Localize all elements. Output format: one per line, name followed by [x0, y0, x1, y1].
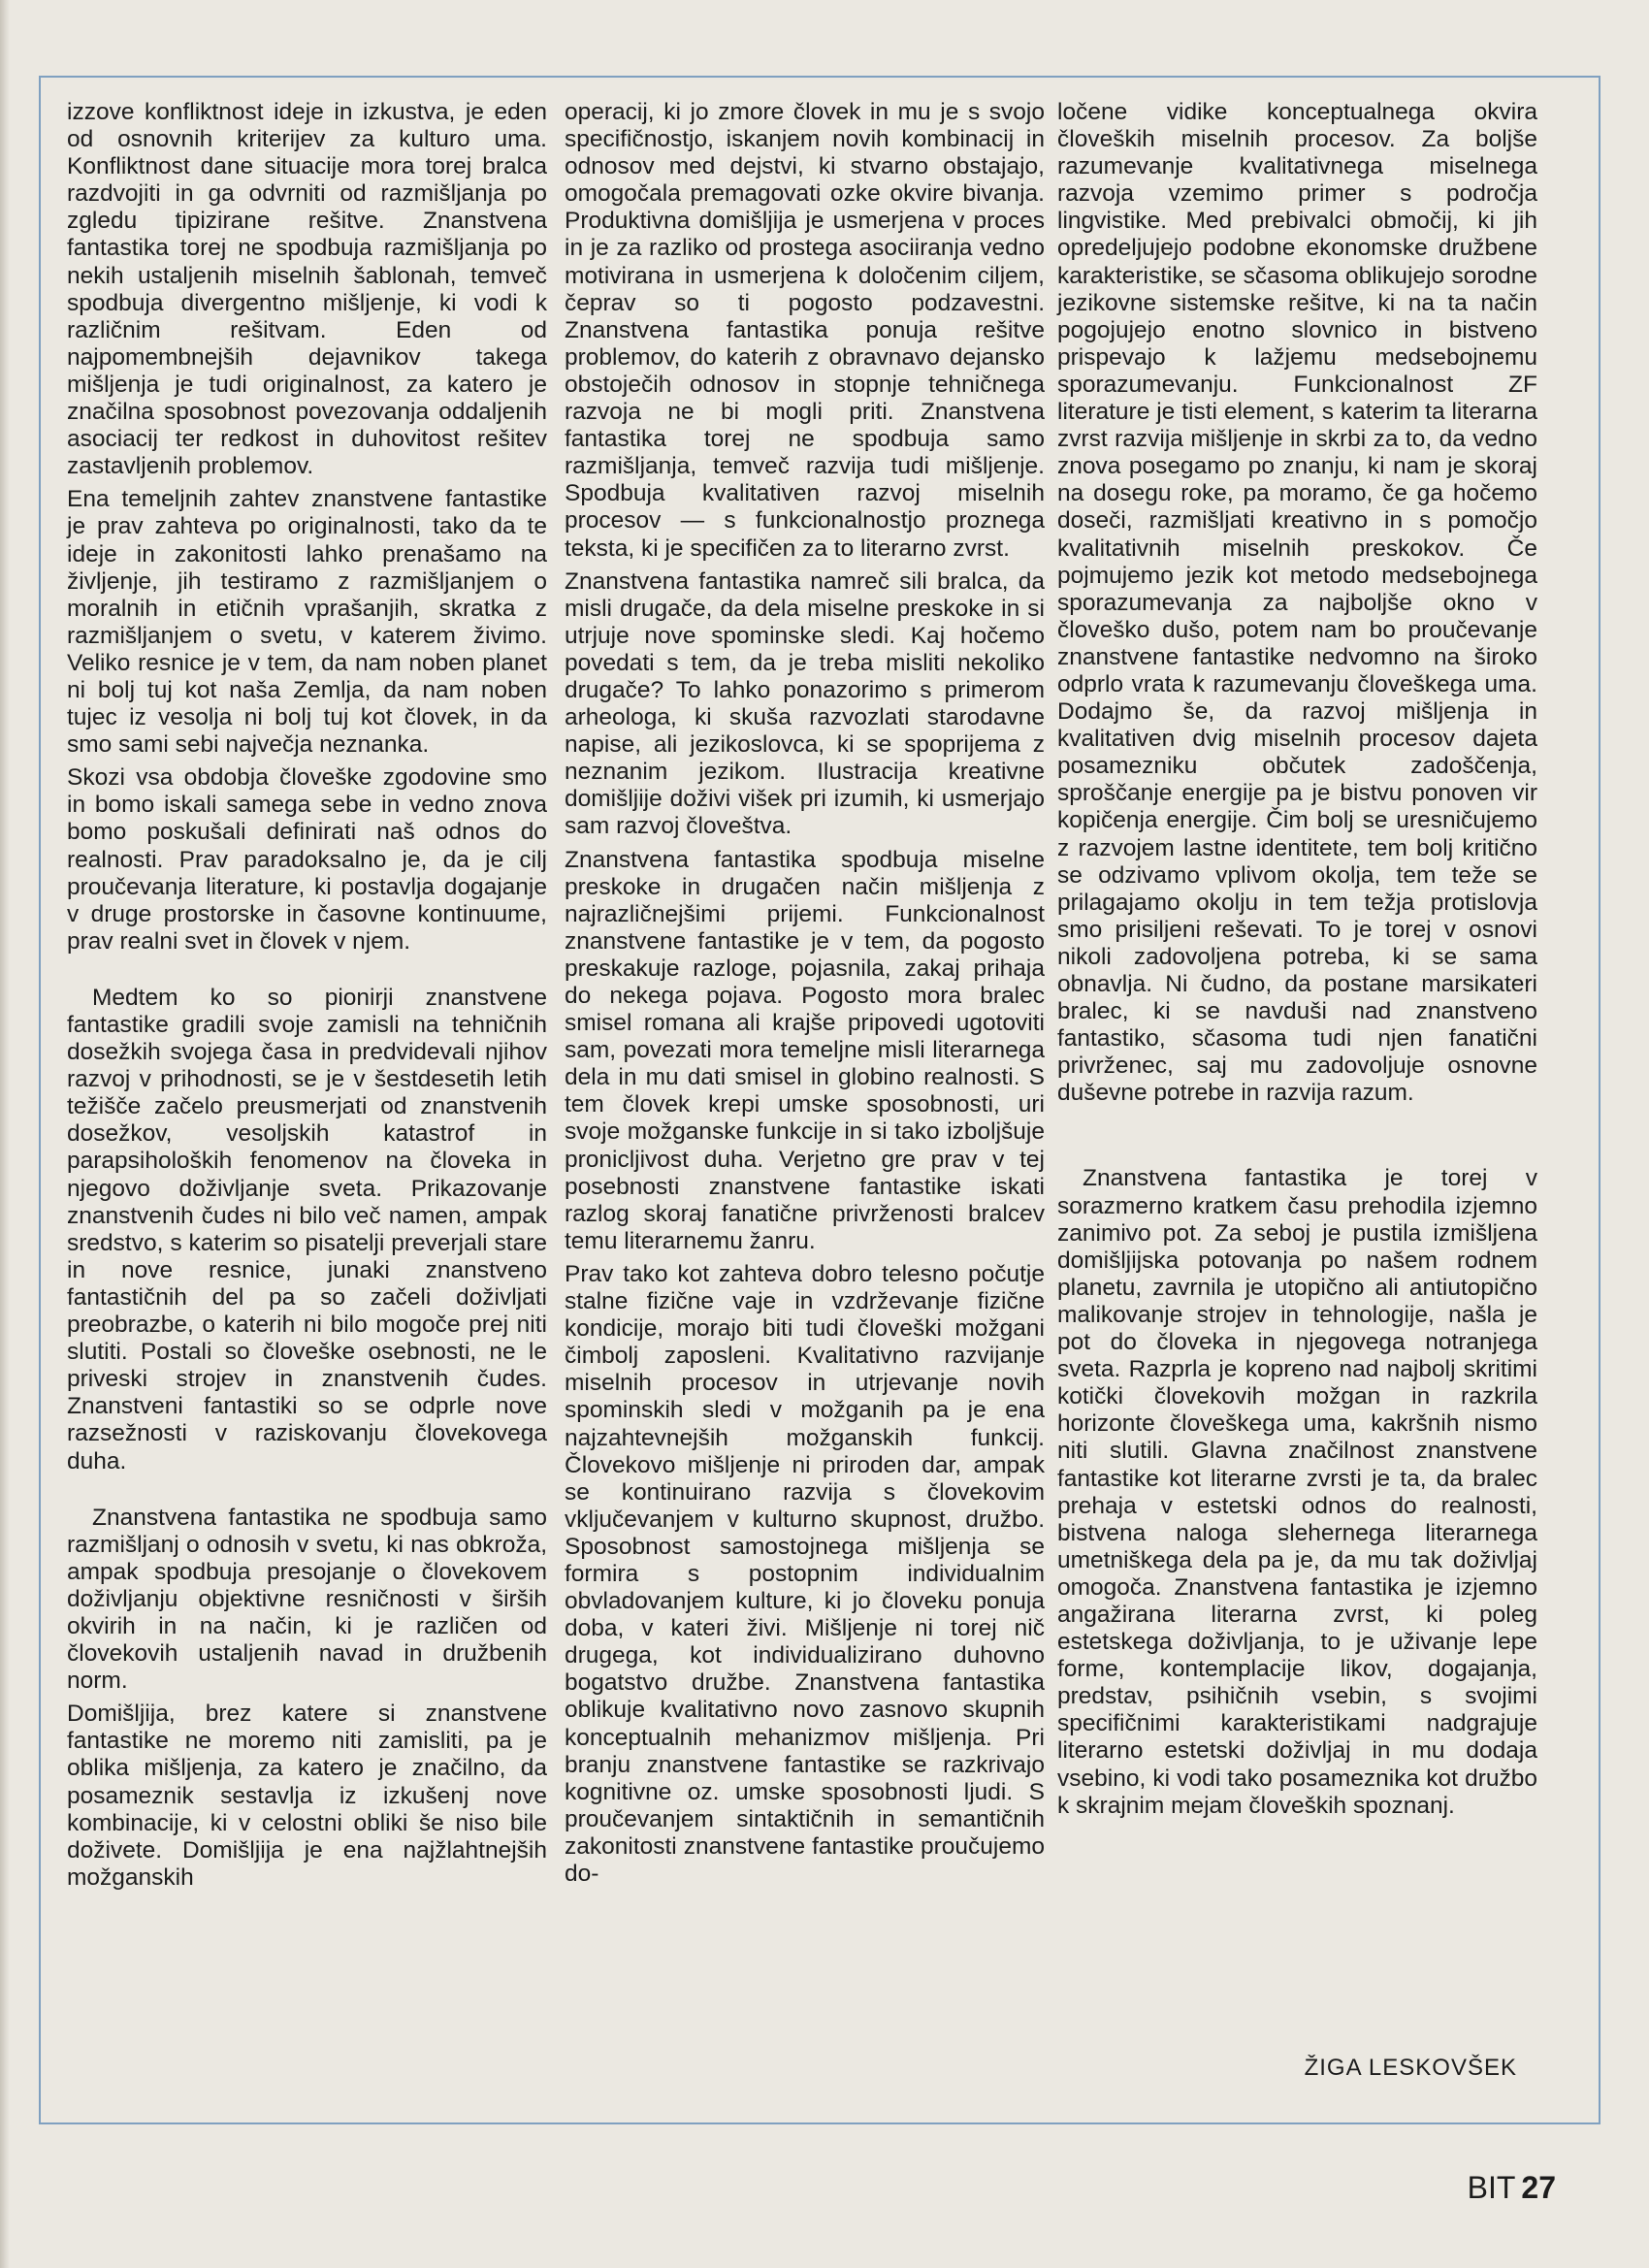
- author-signature: ŽIGA LESKOVŠEK: [1304, 2055, 1517, 2081]
- paragraph: Ena temeljnih zahtev znanstvene fantastike je prav zahteva po originalnosti, tako da te ideje in zakonitosti lahko prenašamo na življenje, jih testiramo z razmišljanjem o moralnih in etičnih vprašanjih, skratka z razmišljanjem o svetu, v katerem živimo. Veliko resnice je v tem, da nam noben planet ni bolj tuj kot naša Zemlja, da nam noben tujec iz vesolja ni bolj tuj kot človek, in da smo sami sebi največja neznanka.: [67, 486, 547, 759]
- page-number: 27: [1521, 2170, 1556, 2205]
- paragraph: Skozi vsa obdobja človeške zgodovine smo in bomo iskali samega sebe in vedno znova bomo poskušali definirati naš odnos do realnosti. Prav paradoksalno je, da je cilj proučevanja literature, ki postavlja dogajanje v druge prostorske in časovne kontinuume, prav realni svet in človek v njem.: [67, 764, 547, 955]
- paragraph: Prav tako kot zahteva dobro telesno počutje stalne fizične vaje in vzdrževanje fizične kondicije, morajo biti tudi človeški možgani čimbolj zaposleni. Kvalitativno razvijanje miselnih procesov in utrjevanje novih spominskih sledi v možganih pa je ena najzahtevnejših možganskih funkcij. Človekovo mišljenje ni priroden dar, ampak se kontinuirano razvija s človekovim vključevanjem v kulturno skupnost, družbo. Sposobnost samostojnega mišljenja se formira s postopnim individualnim obvladovanjem kulture, ki jo človeku ponuja doba, v kateri živi. Mišljenje ni torej nič drugega, kot individualizirano duhovno bogatstvo družbe. Znanstvena fantastika oblikuje kvalitativno novo zasnovo skupnih konceptualnih mehanizmov mišljenja. Pri branju znanstvene fantastike se razkrivajo kognitivne oz. umske sposobnosti ljudi. S proučevanjem sintaktičnih in semantičnih zakonitosti znanstvene fantastike proučujemo do-: [565, 1260, 1045, 1887]
- paragraph: operacij, ki jo zmore človek in mu je s svojo specifičnostjo, iskanjem novih kombinacij in odnosov med dejstvi, ki stvarno obstajajo, omogočala premagovati ozke okvire bivanja. Produktivna domišljija je usmerjena v proces in je za razliko od prostega asociiranja vedno motivirana in usmerjena k določenim ciljem, čeprav so ti pogosto podzavestni. Znanstvena fantastika ponuja rešitve problemov, do katerih z obravnavo dejansko obstoječih odnosov in stopnje tehničnega razvoja ne bi mogli priti. Znanstvena fantastika torej ne spodbuja samo razmišljanja, temveč razvija tudi mišljenje. Spodbuja kvalitativen razvoj miselnih procesov — s funkcionalnostjo proznega teksta, ki je specifičen za to literarno zvrst.: [565, 99, 1045, 562]
- paragraph: ločene vidike konceptualnega okvira človeških miselnih procesov. Za boljše razumevanje kvalitativnega miselnega razvoja vzemimo primer s področja lingvistike. Med prebivalci območij, ki jih opredeljujejo podobne ekonomske družbene karakteristike, se sčasoma oblikujejo sorodne jezikovne sistemske rešitve, ki na ta način pogojujejo enotno slovnico in bistveno prispevajo k lažjemu medsebojnemu sporazumevanju. Funkcionalnost ZF literature je tisti element, s katerim ta literarna zvrst razvija mišljenje in skrbi za to, da vedno znova posegamo po znanju, ki nam je skoraj na dosegu roke, pa moramo, če ga hočemo doseči, razmišljati kreativno in s pomočjo kvalitativnih miselnih preskokov. Če pojmujemo jezik kot metodo medsebojnega sporazumevanja za najboljše okno v človeško dušo, potem nam bo proučevanje znanstvene fantastike nedvomno na široko odprlo vrata k razumevanju človeškega uma. Dodajmo še, da razvoj mišljenja in kvalitativen dvig miselnih procesov dajeta posamezniku občutek zadoščenja, sproščanje energije pa je bistvu ponoven vir kopičenja energije. Čim bolj se uresničujemo z razvojem lastne identitete, tem bolj kritično se odzivamo vplivom okolja, tem teže se prilagajamo okolju in tem težja protislovja smo prisiljeni reševati. To je torej v osnovi nikoli zadovoljena potreba, ki se sama obnavlja. Ni čudno, da postane marsikateri bralec, ki se navduši nad znanstveno fantastiko, sčasoma tudi njen fanatični privrženec, saj mu zadovoljuje osnovne duševne potrebe in razvija razum.: [1057, 99, 1537, 1107]
- page-gutter-shadow: [0, 0, 10, 2268]
- paragraph: Znanstvena fantastika je torej v sorazmerno kratkem času prehodila izjemno zanimivo pot. Za seboj je pustila izmišljena domišljijska potovanja po našem rodnem planetu, zavrnila je utopično ali antiutopično malikovanje strojev in tehnologije, našla je pot do človeka in njegovega notranjega sveta. Razprla je kopreno nad najbolj skritimi kotički človekovih možgan in razkrila horizonte človeškega uma, kakršnih nismo niti slutili. Glavna značilnost znanstvene fantastike kot literarne zvrsti je ta, da bralec prehaja v estetski odnos do realnosti, bistvena naloga slehernega literarnega umetniškega dela pa je, da mu tak doživljaj omogoča. Znanstvena fantastika je izjemno angažirana literarna zvrst, ki poleg estetskega doživljanja, to je uživanje lepe forme, kontemplacije likov, dogajanja, predstav, psihičnih vsebin, s svojimi specifičnimi karakteristikami nadgrajuje literarno estetski doživljaj in mu dodaja vsebino, ki vodi tako posameznika kot družbo k skrajnim mejam človeških spoznanj.: [1057, 1165, 1537, 1819]
- magazine-name: BIT: [1467, 2170, 1516, 2205]
- paragraph: Medtem ko so pionirji znanstvene fantastike gradili svoje zamisli na tehničnih dosežkih svojega časa in predvidevali njihov razvoj v prihodnosti, se je v šestdesetih letih težišče začelo preusmerjati od znanstvenih dosežkov, vesoljskih katastrof in parapsiholoških fenomenov na človeka in njegovo doživljanje sveta. Prikazovanje znanstvenih čudes ni bilo več namen, ampak sredstvo, s katerim so pisatelji preverjali stare in nove resnice, junaki znanstveno fantastičnih del pa so začeli doživljati preobrazbe, o katerih ni bilo mogoče prej niti slutiti. Postali so človeške osebnosti, ne le priveski strojev in znanstvenih čudes. Znanstveni fantastiki so se odprle nove razsežnosti v raziskovanju človekovega duha.: [67, 984, 547, 1474]
- paragraph: Znanstvena fantastika spodbuja miselne preskoke in drugačen način mišljenja z najrazličnejšimi prijemi. Funkcionalnost znanstvene fantastike je v tem, da pogosto preskakuje razloge, pojasnila, zakaj prihaja do nekega pojava. Pogosto mora bralec smisel romana ali krajše pripovedi ugotoviti sam, povezati mora temeljne misli literarnega dela in mu dati smisel in globino realnosti. S tem človek krepi umske sposobnosti, uri svoje možganske funkcije in si tako izboljšuje pronicljivost duha. Verjetno gre prav v tej posebnosti znanstvene fantastike iskati razlog skoraj fanatične privrženosti bralcev temu literarnemu žanru.: [565, 846, 1045, 1254]
- paragraph: Znanstvena fantastika ne spodbuja samo razmišljanj o odnosih v svetu, ki nas obkroža, ampak spodbuja presojanje o človekovem doživljanju objektivne resničnosti v širših okvirih in na način, ki je različen od človekovih ustaljenih navad in družbenih norm.: [67, 1504, 547, 1695]
- page-footer: [1468, 2170, 1556, 2206]
- paragraph: izzove konfliktnost ideje in izkustva, je eden od osnovnih kriterijev za kulturo uma. Konfliktnost dane situacije mora torej bralca razdvojiti in ga odvrniti od razmišljanja po zgledu tipizirane rešitve. Znanstvena fantastika torej ne spodbuja razmišljanja po nekih ustaljenih miselnih šablonah, temveč spodbuja divergentno mišljenje, ki vodi k različnim rešitvam. Eden od najpomembnejših dejavnikov takega mišljenja je tudi originalnost, za katero je značilna sposobnost povezovanja oddaljenih asociacij ter redkost in duhovitost rešitev zastavljenih problemov.: [67, 99, 547, 480]
- column-2: [565, 99, 1045, 1894]
- column-3: [1057, 99, 1537, 1826]
- column-1: [67, 99, 547, 1897]
- paragraph: Znanstvena fantastika namreč sili bralca, da misli drugače, da dela miselne preskoke in si utrjuje nove spominske sledi. Kaj hočemo povedati s tem, da je treba misliti nekoliko drugače? To lahko ponazorimo s primerom arheologa, ki skuša razvozlati starodavne napise, ali jezikoslovca, ki se spoprijema z neznanim jezikom. Ilustracija kreativne domišljije doživi višek pri izumih, ki usmerjajo sam razvoj človeštva.: [565, 567, 1045, 840]
- paragraph: Domišljija, brez katere si znanstvene fantastike ne moremo niti zamisliti, pa je oblika mišljenja, za katero je značilno, da posameznik sestavlja iz izkušenj nove kombinacije, ki v celostni obliki še niso bile doživete. Domišljija je ena najžlahtnejših možganskih: [67, 1701, 547, 1891]
